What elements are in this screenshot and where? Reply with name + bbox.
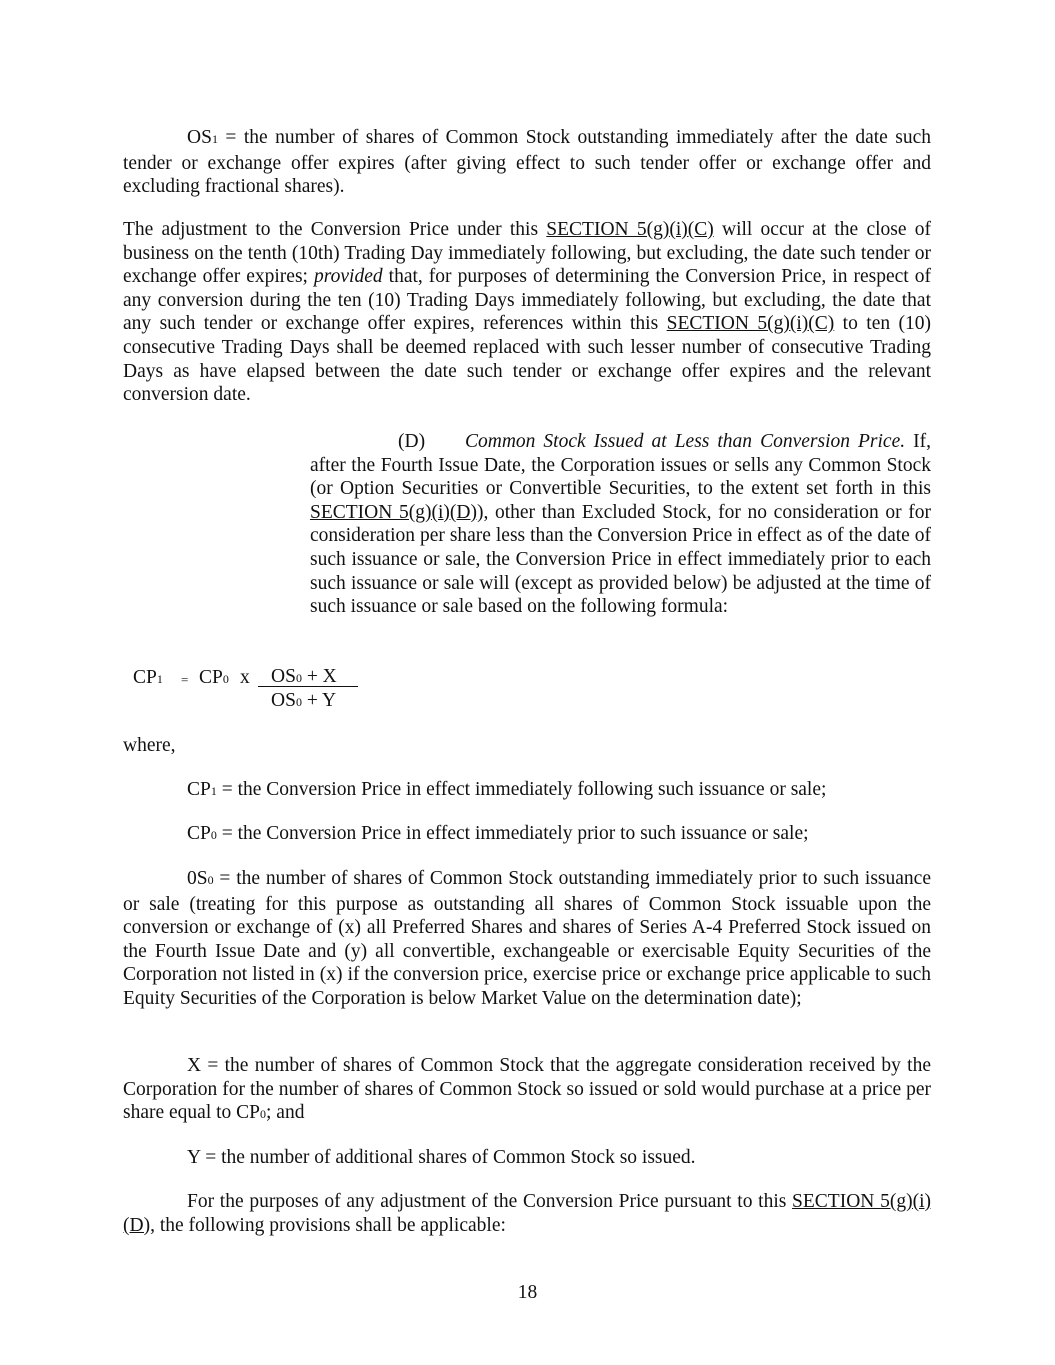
subsection-heading: Common Stock Issued at Less than Conversion Price. [465, 431, 906, 452]
where-label: where, [123, 735, 176, 756]
formula-lhs: CP1 [133, 667, 163, 688]
page-number: 18 [517, 1282, 538, 1303]
os1-subscript: 1 [211, 132, 218, 146]
os0-definition: 0S0 = the number of shares of Common Stock outstanding immediately prior to such issuance or sale (treating for this purpose as outstanding all shares of Common Stock issuable upon the conversion or exchange of (x) all Preferred Shares and shares of Series A-4 Preferred Stock issued on the Fourth Issue Date and (y) all convertible, exchangeable or exercisable Equity Securities of the Corporation not listed in (x) if the conversion price, exercise price or exchange price applicable to such Equity Securities of the Corporation is below Market Value on the determination date); [123, 868, 931, 1009]
os1-text: = the number of shares of Common Stock outstanding immediately after the date such tender or exchange offer expires (after giving effect to such tender offer or exchange offer and excluding fractional shares). [123, 127, 931, 198]
section-reference: SECTION 5(g)(i)(D) [123, 1191, 931, 1236]
adjustment-paragraph: The adjustment to the Conversion Price under this SECTION 5(g)(i)(C) will occur at the close of business on the tenth (10th) Trading Day immediately following, but excluding, the date such tender or exchange offer expires; provided that, for purposes of determining the Conversion Price, in respect of any conversion during the ten (10) Trading Days immediately following, but excluding, the date that any such tender or exchange offer expires, references within this SECTION 5(g)(i)(C) to ten (10) consecutive Trading Days shall be deemed replaced with such lesser number of consecutive Trading Days as have elapsed between the date such tender or exchange offer expires and the relevant conversion date. [123, 219, 932, 406]
os1-symbol: OS [187, 127, 212, 148]
y-definition: Y = the number of additional shares of Common Stock so issued. [187, 1147, 696, 1168]
formula-times: x [240, 667, 250, 688]
cp1-definition: CP1 = the Conversion Price in effect immediately following such issuance or sale; [187, 779, 827, 800]
formula-numerator: OS0 + X [271, 666, 337, 687]
formula-cp0: CP0 [199, 667, 229, 688]
section-reference: SECTION 5(g)(i)(D) [310, 501, 477, 523]
applicable-provisions-paragraph: For the purposes of any adjustment of the Conversion Price pursuant to this SECTION 5(g)(i)(D), the following provisions shall be applicable: [123, 1191, 931, 1236]
subsection-d-paragraph: (D) Common Stock Issued at Less than Conversion Price. If, after the Fourth Issue Date, the Corporation issues or sells any Common Stock (or Option Securities or Convertible Securities, to the extent set forth in this SECTION 5(g)(i)(D)), other than Excluded Stock, for no consideration or for consideration per share less than the Conversion Price in effect as of the date of such issuance or sale, the Conversion Price in effect immediately prior to each such issuance or sale will (except as provided below) be adjusted at the time of such issuance or sale based on the following formula: [310, 431, 931, 618]
formula-denominator: OS0 + Y [271, 690, 337, 711]
fraction-bar [258, 686, 358, 687]
section-reference: SECTION 5(g)(i)(C) [666, 313, 835, 335]
subsection-number: (D) [398, 431, 426, 452]
formula-equals: = [181, 672, 189, 687]
cp0-definition: CP0 = the Conversion Price in effect immediately prior to such issuance or sale; [187, 823, 809, 844]
provided-term: provided [314, 266, 383, 288]
x-definition: X = the number of shares of Common Stock that the aggregate consideration received by the Corporation for the number of shares of Common Stock so issued or sold would purchase at a price per share equal to CP0; and [123, 1055, 931, 1124]
os1-definition [123, 126, 931, 199]
section-reference: SECTION 5(g)(i)(C) [546, 219, 714, 240]
